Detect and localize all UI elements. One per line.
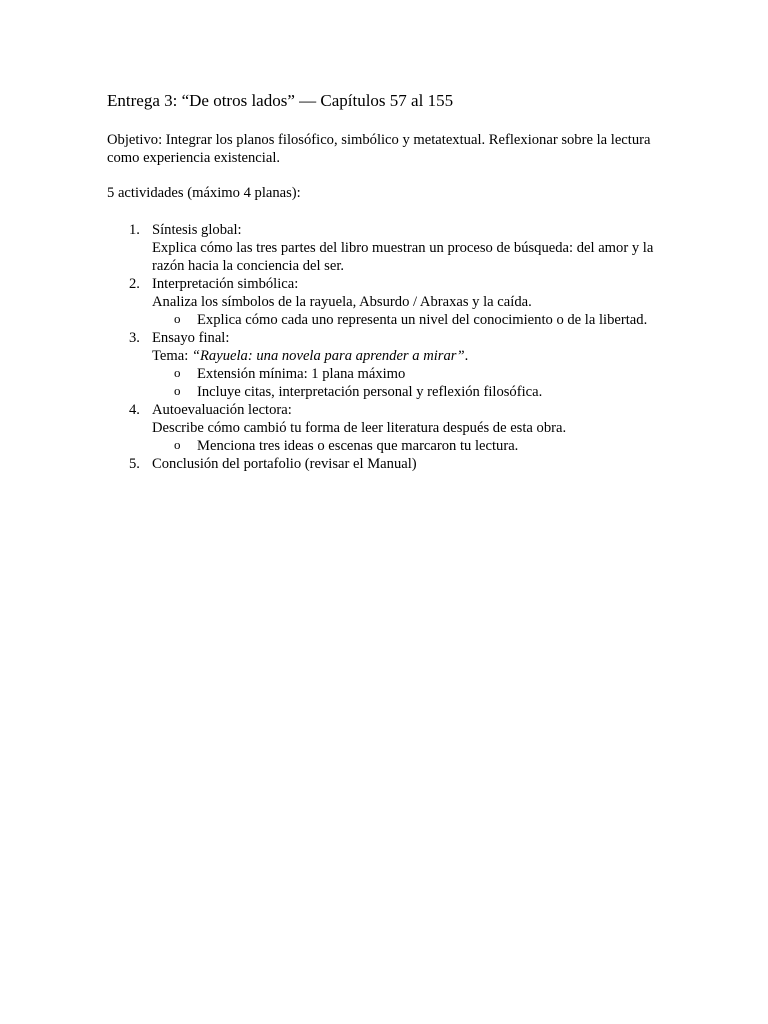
- activities-list: [107, 221, 667, 473]
- bullet-marker: o: [174, 311, 181, 326]
- document-title: Entrega 3: “De otros lados” — Capítulos 57 al 155: [107, 91, 454, 110]
- activity-detail: Analiza los símbolos de la rayuela, Absurdo / Abraxas y la caída.: [152, 294, 532, 310]
- activity-item: [107, 275, 667, 329]
- sub-item: [152, 365, 667, 383]
- activity-heading: Ensayo final:: [152, 330, 230, 346]
- activity-detail: [152, 347, 667, 365]
- sub-item-text: Incluye citas, interpretación personal y reflexión filosófica.: [197, 384, 543, 400]
- sub-item: [152, 311, 667, 329]
- activity-item: [107, 329, 667, 401]
- activity-item: [107, 221, 667, 275]
- activity-item: [107, 401, 667, 455]
- activity-heading: Interpretación simbólica:: [152, 276, 299, 292]
- detail-prefix: Tema:: [152, 348, 192, 364]
- activity-number: 4.: [129, 402, 140, 418]
- activity-heading: Autoevaluación lectora:: [152, 402, 292, 418]
- objective-paragraph: Objetivo: Integrar los planos filosófico, simbólico y metatextual. Reflexionar sobre la lectura como experiencia existencial.: [107, 132, 651, 166]
- activity-sublist: [152, 365, 667, 401]
- activity-item: [107, 455, 667, 473]
- activity-number: 1.: [129, 222, 140, 238]
- essay-theme: “Rayuela: una novela para aprender a mirar”: [191, 348, 465, 364]
- sub-item: [152, 383, 667, 401]
- sub-item-text: Explica cómo cada uno representa un nivel del conocimiento o de la libertad.: [197, 312, 648, 328]
- detail-suffix: .: [464, 348, 469, 364]
- activity-number: 3.: [129, 330, 140, 346]
- activity-detail: Explica cómo las tres partes del libro muestran un proceso de búsqueda: del amor y la razón hacia la conciencia del ser.: [152, 240, 654, 274]
- activity-sublist: [152, 437, 667, 455]
- sub-item-text: Menciona tres ideas o escenas que marcaron tu lectura.: [197, 438, 519, 454]
- document-page: [107, 90, 667, 473]
- activity-number: 5.: [129, 456, 140, 472]
- bullet-marker: o: [174, 365, 181, 380]
- activity-number: 2.: [129, 276, 140, 292]
- bullet-marker: o: [174, 437, 181, 452]
- bullet-marker: o: [174, 383, 181, 398]
- sub-item: [152, 437, 667, 455]
- activities-intro: 5 actividades (máximo 4 planas):: [107, 185, 301, 201]
- activity-detail: Describe cómo cambió tu forma de leer literatura después de esta obra.: [152, 420, 567, 436]
- activity-heading: Conclusión del portafolio (revisar el Manual): [152, 456, 417, 472]
- sub-item-text: Extensión mínima: 1 plana máximo: [197, 366, 406, 382]
- activity-heading: Síntesis global:: [152, 222, 242, 238]
- activity-sublist: [152, 311, 667, 329]
